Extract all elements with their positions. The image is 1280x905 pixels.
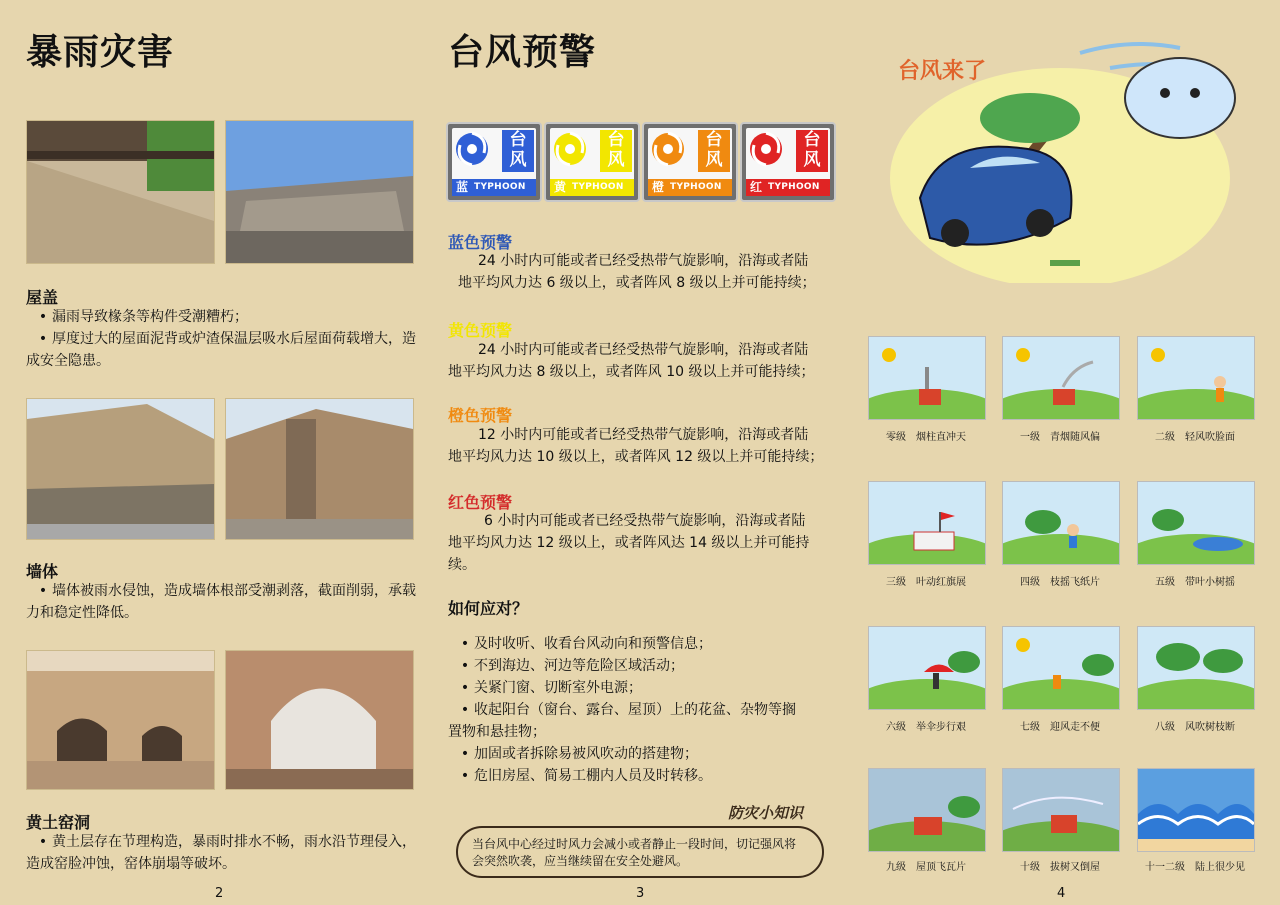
wind-scene-3 [868, 481, 986, 565]
page-number: 3 [636, 886, 645, 901]
blue-warning-text: 24 小时内可能或者已经受热带气旋影响，沿海或者陆 地平均风力达 6 级以上，或者阵风 8 级以上并可能持续； [458, 253, 816, 291]
cartoon-caption: 台风来了 [898, 59, 987, 84]
tips-heading: 防灾小知识 [728, 804, 804, 822]
red-warning-text: 6 小时内可能或者已经受热带气旋影响，沿海或者陆 地平均风力达 12 级以上，或者阵风达 14 级以上并可能持 续。 [448, 513, 810, 573]
section-roof-heading: 屋盖 [26, 288, 59, 307]
roof-bullets [26, 306, 416, 372]
tips-box: 当台风中心经过时风力会减小或者静止一段时间，切记强风将 会突然吹袭，应当继续留在安全处避风。 [456, 826, 824, 878]
section-wall-heading: 墙体 [26, 562, 59, 581]
blue-warning-title: 蓝色预警 [448, 233, 513, 252]
roof-photo-2 [225, 120, 414, 264]
wind-scene-7 [1002, 626, 1120, 710]
wind-scene-0 [868, 336, 986, 420]
wind-scene-label: 六级 举伞步行艰 [886, 722, 966, 733]
wind-scene-label: 四级 枝摇飞纸片 [1020, 577, 1100, 588]
wind-scene-label: 七级 迎风走不便 [1020, 722, 1100, 733]
wind-scene-label: 零级 烟柱直冲天 [886, 432, 966, 443]
list-item: • 黄土层存在节理构造，暴雨时排水不畅，雨水沿节理侵入，造成窑脸冲蚀，窑体崩塌等破坏。 [26, 834, 416, 872]
yellow-typhoon-icon: 台风 黄 TYPHOON [544, 122, 640, 202]
wind-scene-label: 十一二级 陆上很少见 [1145, 862, 1245, 873]
list-item: • 危旧房屋、简易工棚内人员及时转移。 [460, 768, 712, 784]
wind-scene-10 [1002, 768, 1120, 852]
list-item: • 厚度过大的屋面泥背或炉渣保温层吸水后屋面荷载增大，造成安全隐患。 [26, 331, 416, 369]
list-item: • 墙体被雨水侵蚀，造成墙体根部受潮剥落，截面削弱，承载力和稳定性降低。 [26, 583, 416, 621]
list-item: • 关紧门窗、切断室外电源； [460, 680, 642, 696]
wall-photo-2 [225, 398, 414, 540]
orange-warning-text: 12 小时内可能或者已经受热带气旋影响，沿海或者陆 地平均风力达 10 级以上，或者阵风 12 级以上并可能持续； [448, 427, 824, 465]
page-title-rainstorm: 暴雨灾害 [26, 32, 175, 73]
wind-scene-9 [868, 768, 986, 852]
cave-bullets [26, 831, 416, 875]
wall-bullets [26, 580, 416, 624]
typhoon-cartoon [880, 28, 1275, 283]
section-cave-heading: 黄土窑洞 [26, 813, 91, 832]
wind-scene-2 [1137, 336, 1255, 420]
wind-scene-label: 三级 叶动红旗展 [886, 577, 966, 588]
page-right [860, 0, 1280, 905]
orange-warning-title: 橙色预警 [448, 406, 513, 425]
wind-scene-5 [1137, 481, 1255, 565]
wind-scene-6 [868, 626, 986, 710]
list-item: • 收起阳台（窗台、露台、屋顶）上的花盆、杂物等搁 [460, 702, 796, 718]
list-item: • 及时收听、收看台风动向和预警信息； [460, 636, 712, 652]
page-number: 2 [215, 886, 224, 901]
wind-scene-label: 十级 拔树又倒屋 [1020, 862, 1100, 873]
red-warning-title: 红色预警 [448, 493, 513, 512]
list-item: • 加固或者拆除易被风吹动的搭建物； [460, 746, 698, 762]
red-typhoon-icon: 台风 红 TYPHOON [740, 122, 836, 202]
yellow-warning-title: 黄色预警 [448, 321, 513, 340]
page-left [0, 0, 430, 905]
page-number: 4 [1057, 886, 1066, 901]
wind-scene-label: 九级 屋顶飞瓦片 [886, 862, 966, 873]
page-title-typhoon: 台风预警 [448, 32, 597, 73]
list-item: • 不到海边、河边等危险区域活动； [460, 658, 684, 674]
wind-scene-label: 二级 轻风吹脸面 [1155, 432, 1235, 443]
response-heading: 如何应对？ [448, 599, 529, 618]
orange-typhoon-icon: 台风 橙 TYPHOON [642, 122, 738, 202]
swirl-icon [648, 129, 688, 169]
response-bullets [448, 633, 853, 787]
swirl-icon [746, 129, 786, 169]
page-middle [430, 0, 860, 905]
wind-scene-4 [1002, 481, 1120, 565]
wind-scene-8 [1137, 626, 1255, 710]
wind-scene-11 [1137, 768, 1255, 852]
wind-scene-1 [1002, 336, 1120, 420]
yellow-warning-text: 24 小时内可能或者已经受热带气旋影响，沿海或者陆 地平均风力达 8 级以上，或者阵风 10 级以上并可能持续； [448, 342, 815, 380]
swirl-icon [550, 129, 590, 169]
wind-scene-label: 五级 带叶小树摇 [1155, 577, 1235, 588]
wall-photo-1 [26, 398, 215, 540]
roof-photo-1 [26, 120, 215, 264]
list-item: 置物和悬挂物； [448, 724, 546, 740]
cave-photo-2 [225, 650, 414, 790]
blue-typhoon-icon: 台风 蓝 TYPHOON [446, 122, 542, 202]
wind-scene-label: 一级 青烟随风偏 [1020, 432, 1100, 443]
cave-photo-1 [26, 650, 215, 790]
swirl-icon [452, 129, 492, 169]
list-item: • 漏雨导致椽条等构件受潮糟朽； [38, 309, 248, 325]
wind-scene-label: 八级 风吹树枝断 [1155, 722, 1235, 733]
